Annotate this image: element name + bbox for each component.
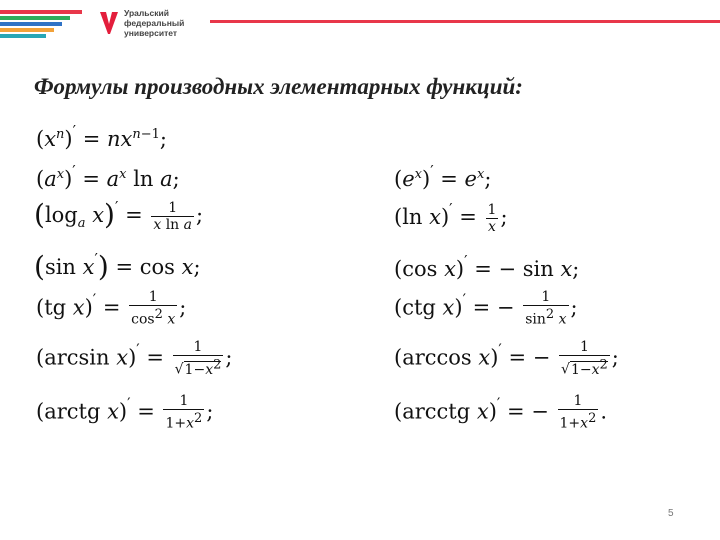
formula-power: $(x^n)' = nx^{n-1}$; xyxy=(36,122,167,151)
logo-line-3: университет xyxy=(124,28,178,38)
formula-arcsin: (arcsin x)′ = $\frac{1}{√1-x^2}$ ; xyxy=(36,339,233,378)
university-logo-icon xyxy=(98,10,120,36)
formula-log: ($\log_a$ x)′ = $\frac{1}{\text{x ln a}}$ ; xyxy=(34,198,204,233)
formula-cos: (cos x)′ = − sin x; xyxy=(394,252,580,281)
formula-exponential: $(a^x)' = a^x$ ln a; xyxy=(36,162,180,191)
stripe-green xyxy=(0,16,70,20)
university-logo-text xyxy=(124,8,184,38)
logo-line-2: федеральный xyxy=(124,18,185,28)
formula-arcctg: (arcctg x)′ = − $\frac{1}{1+x^2}$ . xyxy=(394,393,608,432)
stripe-teal xyxy=(0,34,46,38)
formula-tg: (tg x)′ = $\frac{1}{\cos^2 x}$ ; xyxy=(36,289,187,328)
page-number: 5 xyxy=(668,508,674,519)
formula-ctg: (ctg x)′ = − $\frac{1}{\sin^2 x}$ ; xyxy=(394,289,578,328)
slide-title: Формулы производных элементарных функций: xyxy=(34,74,523,99)
logo-line-1: Уральский xyxy=(124,8,169,18)
formula-ln: (ln x)′ = $\frac{1}{x}$ ; xyxy=(394,200,508,235)
formula-arctg: (arctg x)′ = $\frac{1}{1+x^2}$ ; xyxy=(36,393,214,432)
stripe-red-left xyxy=(0,10,82,14)
stripe-orange xyxy=(0,28,54,32)
header-banner xyxy=(0,0,720,46)
formula-arccos: (arccos x)′ = − $\frac{1}{√1-x^2}$ ; xyxy=(394,339,619,378)
formula-exp-e: $(e^x)' = e^x$; xyxy=(394,162,492,191)
stripe-blue xyxy=(0,22,62,26)
formula-sin: (sin x′) = cos x; xyxy=(34,250,201,283)
stripe-red-right xyxy=(210,20,720,23)
